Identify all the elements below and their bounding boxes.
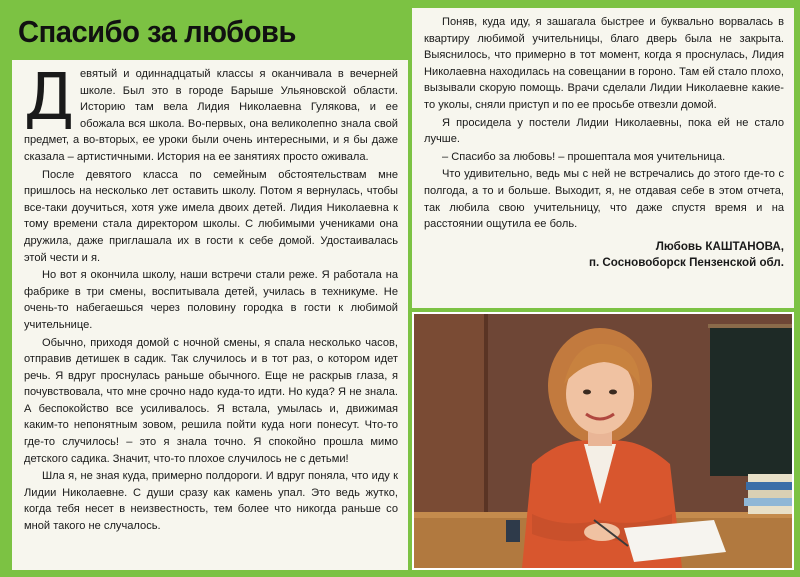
article-paragraph: Что удивительно, ведь мы с ней не встречались до этого где-то с полгода, а то и больше. Выходит, я, не отдавая себе в этом отчета, так любила свою учительницу, что даже спустя время и на расстоянии ощутила ее боль. — [424, 168, 784, 231]
article-paragraph — [24, 61, 398, 166]
author-name: Любовь КАШТАНОВА, — [655, 239, 784, 253]
article-paragraph: – Спасибо за любовь! – прошептала моя учительница. — [442, 150, 726, 163]
article-paragraph: Шла я, не зная куда, примерно полдороги. И вдруг поняла, что иду к Лидии Николаевне. С души сразу как камень упал. Это ведь жутко, когда тебя несет в неизвестность, тем более что никогда раньше со мной такого не случалось. — [24, 470, 398, 533]
article-paragraph: Обычно, приходя домой с ночной смены, я спала несколько часов, отправив детишек в садик. Так случилось и в тот раз, о котором идет речь. Я вдруг проснулась раньше обычного. Еще не раскрыв глаза, я почувствовала, что мне срочно надо куда-то идти. Но куда? Я не знала. А беспокойство все усиливалось. Я встала, умылась и, движимая каким-то непонятным зовом, решила пойти куда ноги понесут. Что-то где-то случилось! – это я знала точно. Я спокойно прошла мимо детского садика. Значит, что-то плохое случилось не с детьми! — [24, 336, 398, 465]
paragraph-text: евятый и одиннадцатый классы я оканчивала в вечерней школе. Был это в городе Барыше Ульяновской области. Историю там вела Лидия Николаевна Гулякова, и ее обожала вся школа. Во-первых, она великолепно знала свой предмет, а во-вторых, ее уроки были очень интересными, и я бы даже сказала – артистичными. История на ее занятиях просто оживала. — [24, 68, 398, 163]
article-paragraph: Поняв, куда иду, я зашагала быстрее и буквально ворвалась в квартиру любимой учительницы, благо дверь была не закрыта. Выяснилось, что примерно в тот момент, когда я проснулась, Лидия Николаевна находилась на совещании в гороно. Там ей стало плохо, вызывали скорую помощь. Врачи сделали Лидии Николаевне какие-то уколы, сняли приступ и по ее просьбе отвезли домой. — [424, 16, 784, 111]
author-place: п. Сосновоборск Пензенской обл. — [588, 255, 784, 269]
article-paragraph: Но вот я окончила школу, наши встречи стали реже. Я работала на фабрике в три смены, воспитывала детей, училась в техникуме. Не очень-то набегаешься через половину городка в гости к любимой учительнице. — [24, 269, 398, 331]
article-column-left — [12, 60, 408, 570]
teacher-photo — [412, 312, 794, 570]
teacher-photo-illustration — [414, 314, 792, 568]
article-title: Спасибо за любовь — [18, 14, 296, 49]
article-column-right — [412, 8, 794, 308]
drop-cap: Д — [24, 61, 74, 135]
article-paragraph: После девятого класса по семейным обстоятельствам мне пришлось на несколько лет оставить школу. Потом я вернулась, чтобы все-таки доучиться, хотя уже имела двоих детей. Лидия Николаевна к тому времени стала директором школы. С любимыми учениками она дружила, даже приглашала их в гости к себе домой. Удостаивалась этой чести и я. — [24, 168, 398, 264]
author-signature — [424, 239, 784, 271]
article-paragraph: Я просидела у постели Лидии Николаевны, пока ей не стало лучше. — [424, 116, 784, 146]
